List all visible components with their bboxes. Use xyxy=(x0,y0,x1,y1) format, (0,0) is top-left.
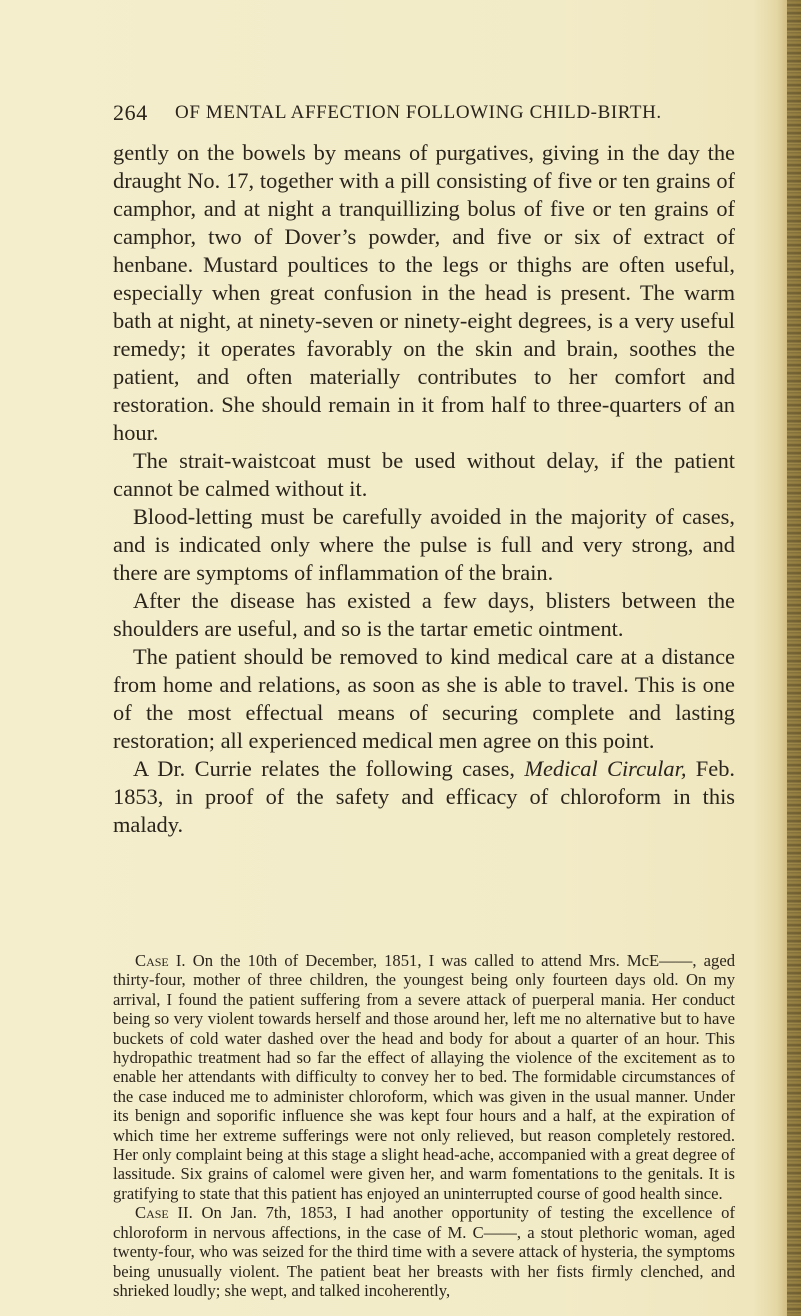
paragraph-currie xyxy=(113,755,735,839)
case-text: On the 10th of December, 1851, I was called to attend Mrs. McE——, aged thirty-four, mother of three children, the youngest being only fourteen days old. On my arrival, I found the patient suffering from a severe attack of puerperal mania. Her conduct being so very violent towards herself and those around her, left me no alternative but to have buckets of cold water dashed over the head and body for about a quarter of an hour. This hydropathic treatment had so far the effect of allaying the violence of the excitement as to enable her attendants with difficulty to convey her to bed. The formidable circumstances of the case induced me to administer chloroform, which was given in the usual manner. Under its benign and soporific influence she was kept four hours and a half, at the expiration of which time her extreme sufferings were not only relieved, but reason completely restored. Her only complaint being at this stage a slight head-ache, accompanied with a great degree of lassitude. Six grains of calomel were given her, and warm fomentations to the genitals. It is gratifying to state that this patient has enjoyed an uninterrupted course of good health since. xyxy=(113,951,736,1203)
case-label: Case II. xyxy=(135,1203,193,1223)
main-text xyxy=(113,139,735,839)
page-edge xyxy=(787,0,801,1316)
running-head: OF MENTAL AFFECTION FOLLOWING CHILD-BIRTH. xyxy=(175,102,662,123)
case-paragraph xyxy=(113,1203,735,1300)
currie-text-after: Feb. 1853, in proof of the safety and efficacy of chloroform in this malady. xyxy=(113,756,735,837)
case-label: Case I. xyxy=(135,951,186,970)
case-reports xyxy=(113,951,735,1300)
paragraph: Blood-letting must be carefully avoided in the majority of cases, and is indicated only where the pulse is full and very strong, and there are symptoms of inflammation of the brain. xyxy=(113,504,735,585)
page-header xyxy=(113,100,733,128)
case-paragraph xyxy=(113,951,735,1203)
journal-title: Medical Circular, xyxy=(524,756,687,781)
paragraph: The strait-waistcoat must be used without delay, if the patient cannot be calmed without it. xyxy=(113,448,735,501)
currie-text-before: A Dr. Currie relates the following cases, xyxy=(133,756,525,781)
paragraph: After the disease has existed a few days, blisters between the shoulders are useful, and so is the tartar emetic ointment. xyxy=(113,588,735,641)
page-number: 264 xyxy=(113,100,148,125)
case-text: On Jan. 7th, 1853, I had another opportunity of testing the excellence of chloroform in nervous affections, in the case of M. C——, a stout plethoric woman, aged twenty-four, who was seized for the third time with a severe attack of hysteria, the symptoms being unusually violent. The patient beat her breasts with her fists firmly clenched, and shrieked loudly; she wept, and talked incoherently, xyxy=(113,1203,736,1300)
paragraph: gently on the bowels by means of purgatives, giving in the day the draught No. 17, together with a pill consisting of five or ten grains of camphor, and at night a tranquillizing bolus of five or ten grains of camphor, two of Dover’s powder, and five or six of extract of henbane. Mustard poultices to the legs or thighs are often useful, especially when great confusion in the head is present. The warm bath at night, at ninety-seven or ninety-eight degrees, is a very useful remedy; it operates favorably on the skin and brain, soothes the patient, and often materially contributes to her comfort and restoration. She should remain in it from half to three-quarters of an hour. xyxy=(113,140,735,445)
paragraph: The patient should be removed to kind medical care at a distance from home and relations, as soon as she is able to travel. This is one of the most effectual means of securing complete and lasting restoration; all experienced medical men agree on this point. xyxy=(113,644,735,753)
